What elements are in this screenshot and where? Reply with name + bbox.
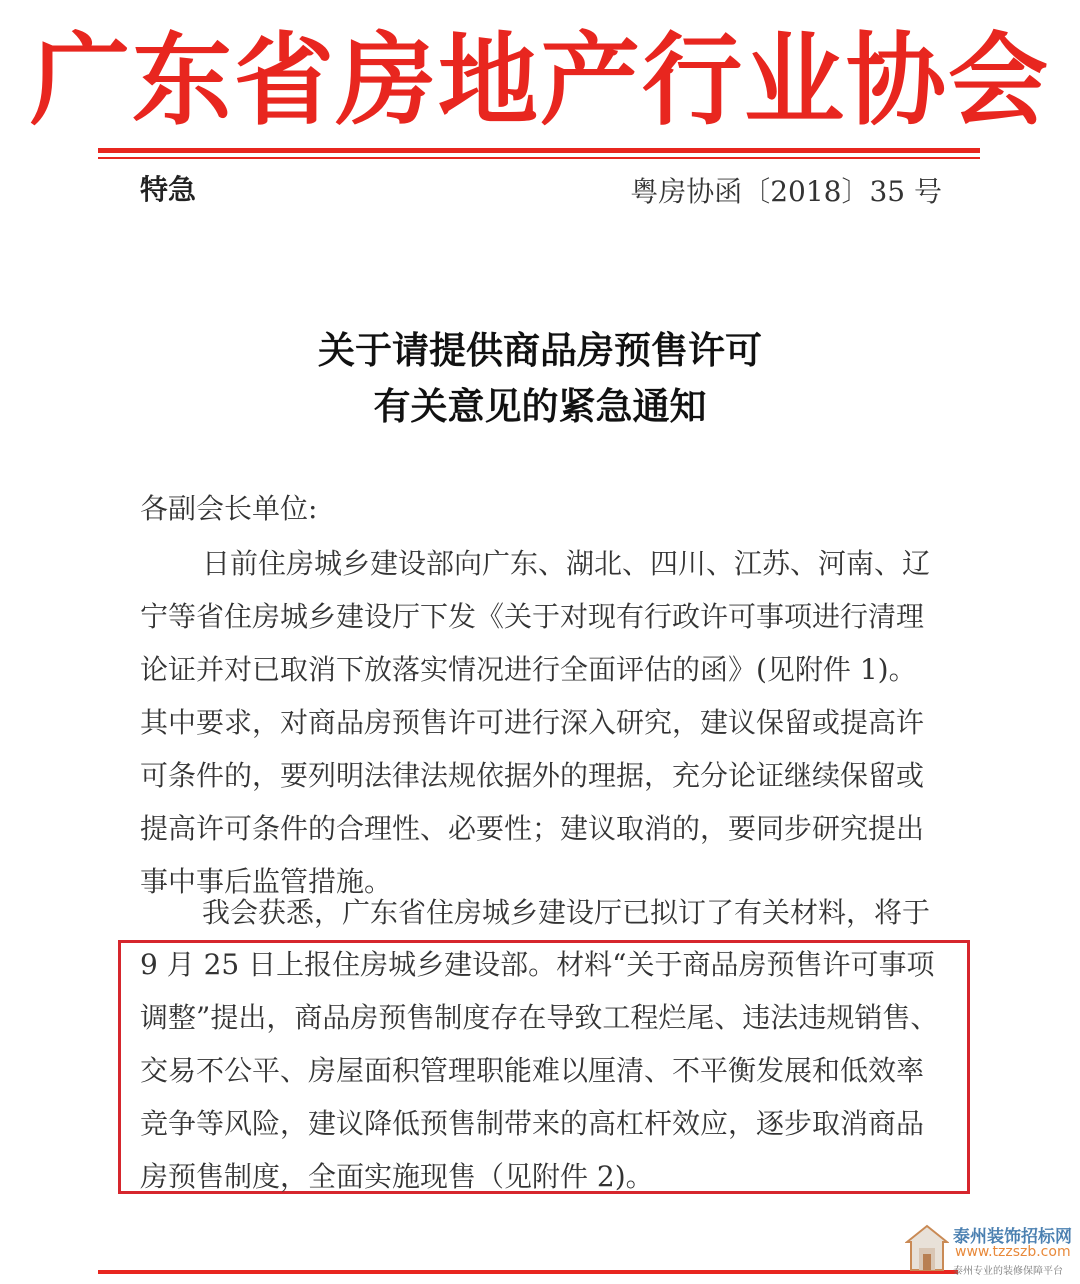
header-rule-thick — [98, 148, 980, 153]
paragraph-1-line: 可条件的，要列明法律法规依据外的理据，充分论证继续保留或 — [140, 759, 925, 792]
paragraph-1-line: 提高许可条件的合理性、必要性；建议取消的，要同步研究提出 — [140, 812, 925, 845]
house-logo-icon — [905, 1224, 949, 1274]
notice-title — [0, 322, 1080, 434]
paragraph-2-line: 交易不公平、房屋面积管理职能难以厘清、不平衡发展和低效率 — [140, 1054, 925, 1087]
document-number: 粤房协函〔2018〕35 号 — [630, 175, 942, 208]
paragraph-2-first-line — [140, 886, 945, 939]
paragraph-2-line: 9 月 25 日上报住房城乡建设部。材料“关于商品房预售许可事项 — [140, 948, 935, 981]
footer-rule — [98, 1270, 958, 1274]
header-rule-thin — [98, 157, 980, 159]
watermark — [905, 1222, 1075, 1280]
paragraph-2-line: 竞争等风险，建议降低预售制带来的高杠杆效应，逐步取消商品 — [140, 1107, 925, 1140]
notice-title-line-1: 关于请提供商品房预售许可 — [318, 328, 762, 372]
paragraph-1-line: 日前住房城乡建设部向广东、湖北、四川、江苏、河南、辽 — [202, 547, 931, 580]
salutation: 各副会长单位: — [140, 492, 318, 525]
notice-title-line-2: 有关意见的紧急通知 — [373, 384, 707, 428]
watermark-url: www.tzzszb.com — [955, 1244, 1071, 1260]
watermark-slogan: 泰州专业的装修保障平台 — [953, 1266, 1063, 1277]
paragraph-2-highlighted — [140, 938, 945, 1203]
paragraph-1 — [140, 537, 945, 908]
paragraph-2-line: 调整”提出，商品房预售制度存在导致工程烂尾、违法违规销售、 — [140, 1001, 939, 1034]
paragraph-1-line: 论证并对已取消下放落实情况进行全面评估的函》(见附件 1)。 — [140, 653, 917, 686]
paragraph-1-line: 宁等省住房城乡建设厅下发《关于对现有行政许可事项进行清理 — [140, 600, 925, 633]
watermark-name: 泰州装饰招标网 — [953, 1227, 1072, 1247]
paragraph-1-line: 事中事后监管措施。 — [140, 865, 393, 898]
paragraph-1-line: 其中要求，对商品房预售许可进行深入研究，建议保留或提高许 — [140, 706, 925, 739]
paragraph-2-line: 我会获悉，广东省住房城乡建设厅已拟订了有关材料，将于 — [202, 896, 931, 929]
urgency-label: 特急 — [140, 173, 197, 206]
paragraph-2-line: 房预售制度，全面实施现售（见附件 2)。 — [140, 1160, 654, 1193]
org-name-header: 广东省房地产行业协会 — [30, 21, 1050, 139]
